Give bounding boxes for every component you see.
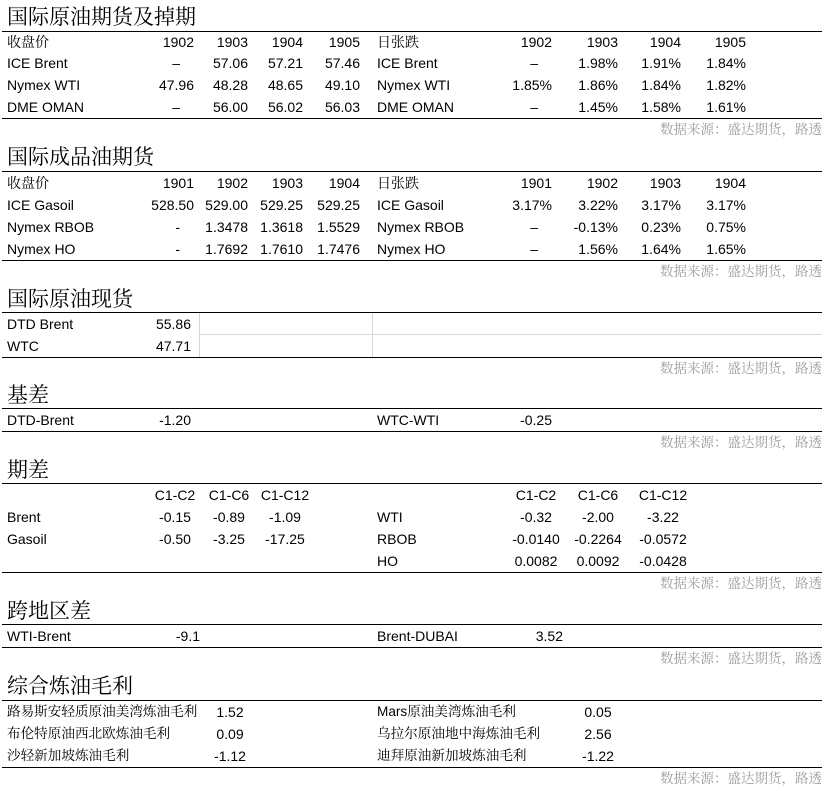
section-title: 国际成品油期货 xyxy=(2,141,822,172)
daily-change-value: 1.45% xyxy=(578,99,618,115)
empty-cell xyxy=(629,723,822,745)
section-refining-margins xyxy=(2,670,822,790)
close-price-value: 48.65 xyxy=(267,77,303,93)
calendar-spreads-table xyxy=(2,484,822,573)
empty-cell xyxy=(312,506,361,528)
contract-name: HO xyxy=(377,553,398,569)
spread-value: -0.2264 xyxy=(574,531,622,547)
close-price-value: 529.25 xyxy=(317,197,360,213)
crude-spot-table xyxy=(2,313,822,358)
change-contract-name: Nymex HO xyxy=(377,241,446,257)
close-price-value: 47.96 xyxy=(158,77,194,93)
month-header: 1901 xyxy=(162,175,194,191)
daily-change-label: 日张跌 xyxy=(377,34,419,50)
daily-change-label: 日张跌 xyxy=(377,175,419,191)
section-title: 跨地区差 xyxy=(2,595,822,625)
empty-cell xyxy=(2,484,150,506)
source-note: 数据来源：盛达期货，路透 xyxy=(660,264,822,279)
spot-name: WTC xyxy=(7,338,39,354)
table-row xyxy=(2,745,822,767)
daily-change-value: 1.85% xyxy=(512,77,552,93)
refining-margins-table xyxy=(2,701,822,768)
contract-name: Nymex RBOB xyxy=(7,219,95,235)
close-price-value: – xyxy=(172,55,180,71)
section-title: 综合炼油毛利 xyxy=(2,670,822,701)
section-product-futures xyxy=(2,141,822,283)
section-title: 国际原油期货及掉期 xyxy=(2,0,822,32)
contract-name: RBOB xyxy=(377,531,417,547)
daily-change-value: 1.65% xyxy=(706,241,746,257)
table-row xyxy=(2,723,822,745)
close-price-value: 48.28 xyxy=(212,77,248,93)
spread-value: -3.22 xyxy=(647,509,679,525)
spread-value: -0.89 xyxy=(213,509,245,525)
report-page xyxy=(2,0,822,790)
basis-name: WTC-WTI xyxy=(377,412,440,428)
daily-change-value: 1.84% xyxy=(706,55,746,71)
close-price-value: 529.00 xyxy=(205,197,248,213)
spread-value: -2.00 xyxy=(582,509,614,525)
section-title: 国际原油现货 xyxy=(2,283,822,313)
month-header: 1902 xyxy=(162,34,194,50)
daily-change-value: 0.23% xyxy=(641,219,681,235)
product-futures-table xyxy=(2,172,822,261)
close-price-value: 56.03 xyxy=(324,99,360,115)
empty-cell xyxy=(747,216,822,238)
daily-change-value: 0.75% xyxy=(706,219,746,235)
source-note: 数据来源：盛达期货，路透 xyxy=(660,576,822,591)
daily-change-value: – xyxy=(530,219,538,235)
empty-cell xyxy=(312,484,361,506)
spread-value: 3.52 xyxy=(535,628,563,644)
close-price-value: 57.06 xyxy=(212,55,248,71)
empty-cell xyxy=(195,409,361,431)
contract-name: Nymex WTI xyxy=(7,77,81,93)
close-price-value: 528.50 xyxy=(151,197,194,213)
daily-change-value: – xyxy=(530,55,538,71)
close-price-label: 收盘价 xyxy=(7,34,49,50)
spot-price-value: 55.86 xyxy=(140,313,200,335)
source-note: 数据来源：盛达期货，路透 xyxy=(660,651,822,666)
month-header: 1905 xyxy=(714,34,746,50)
margin-name: 沙轻新加坡炼油毛利 xyxy=(7,748,130,763)
basis-name: DTD-Brent xyxy=(7,412,74,428)
close-price-value: 56.02 xyxy=(267,99,303,115)
close-price-value: 56.00 xyxy=(212,99,248,115)
section-calendar-spreads xyxy=(2,454,822,595)
empty-cell xyxy=(747,74,822,96)
section-crude-futures xyxy=(2,0,822,141)
contract-name: ICE Gasoil xyxy=(7,197,74,213)
section-title: 期差 xyxy=(2,454,822,484)
section-basis xyxy=(2,380,822,454)
empty-cell xyxy=(2,550,150,572)
basis-table xyxy=(2,409,822,432)
spread-value: -0.32 xyxy=(520,509,552,525)
source-note: 数据来源：盛达期货，路透 xyxy=(660,435,822,450)
crude-futures-table xyxy=(2,32,822,119)
table-row xyxy=(2,550,822,572)
spread-name: WTI-Brent xyxy=(7,628,71,644)
close-price-label: 收盘价 xyxy=(7,175,49,191)
basis-value: -1.20 xyxy=(159,412,191,428)
empty-cell xyxy=(629,701,822,723)
daily-change-value: 1.82% xyxy=(706,77,746,93)
spread-name: Brent-DUBAI xyxy=(377,628,458,644)
close-price-value: 57.21 xyxy=(267,55,303,71)
spot-price-value: 47.71 xyxy=(140,335,200,357)
contract-name: Brent xyxy=(7,509,41,525)
empty-cell xyxy=(566,625,822,647)
empty-cell xyxy=(747,32,822,52)
empty-cell xyxy=(312,528,361,550)
daily-change-value: – xyxy=(530,99,538,115)
table-row xyxy=(2,238,822,260)
margin-value: 2.56 xyxy=(584,726,612,742)
margin-value: -1.12 xyxy=(214,748,246,764)
daily-change-value: 1.58% xyxy=(641,99,681,115)
spread-header: C1-C2 xyxy=(515,487,557,503)
daily-change-value: 3.17% xyxy=(641,197,681,213)
spread-value: -0.0428 xyxy=(639,553,687,569)
month-header: 1903 xyxy=(586,34,618,50)
daily-change-value: 1.61% xyxy=(706,99,746,115)
margin-name: 路易斯安轻质原油美湾炼油毛利 xyxy=(7,704,198,719)
change-contract-name: Nymex WTI xyxy=(377,77,451,93)
table-row xyxy=(2,701,822,723)
daily-change-value: 1.64% xyxy=(641,241,681,257)
daily-change-value: 3.17% xyxy=(706,197,746,213)
empty-cell xyxy=(747,238,822,260)
empty-cell xyxy=(203,625,361,647)
close-price-value: – xyxy=(172,99,180,115)
close-price-value: 1.7476 xyxy=(317,241,360,257)
contract-name: WTI xyxy=(377,509,403,525)
margin-name: Mars原油美湾炼油毛利 xyxy=(377,704,516,719)
month-header: 1904 xyxy=(271,34,303,50)
daily-change-value: -0.13% xyxy=(573,219,618,235)
spread-header: C1-C2 xyxy=(154,487,196,503)
empty-cell xyxy=(747,172,822,194)
month-header: 1904 xyxy=(328,175,360,191)
empty-cell xyxy=(697,506,822,528)
margin-value: 0.09 xyxy=(216,726,244,742)
empty-cell xyxy=(629,745,822,767)
empty-cell xyxy=(258,550,312,572)
empty-cell xyxy=(747,52,822,74)
table-row xyxy=(2,528,822,550)
month-header: 1903 xyxy=(216,34,248,50)
daily-change-value: 1.98% xyxy=(578,55,618,71)
spread-header: C1-C6 xyxy=(208,487,250,503)
empty-cell xyxy=(747,96,822,118)
daily-change-value: 3.17% xyxy=(512,197,552,213)
table-header-row xyxy=(2,484,822,506)
empty-cell xyxy=(553,409,822,431)
close-price-value: 1.5529 xyxy=(317,219,360,235)
contract-name: ICE Brent xyxy=(7,55,68,71)
contract-name: DME OMAN xyxy=(7,99,84,115)
empty-cell xyxy=(747,194,822,216)
spread-value: -0.15 xyxy=(159,509,191,525)
month-header: 1904 xyxy=(649,34,681,50)
empty-cell xyxy=(200,335,373,357)
spread-value: -0.0572 xyxy=(639,531,687,547)
table-header-row xyxy=(2,172,822,194)
empty-cell xyxy=(260,745,361,767)
margin-name: 迪拜原油新加坡炼油毛利 xyxy=(377,748,527,763)
spread-value: -9.1 xyxy=(175,628,200,644)
month-header: 1903 xyxy=(271,175,303,191)
spot-name: DTD Brent xyxy=(7,316,74,332)
month-header: 1903 xyxy=(649,175,681,191)
empty-cell xyxy=(361,484,505,506)
month-header: 1902 xyxy=(586,175,618,191)
source-note: 数据来源：盛达期货，路透 xyxy=(660,122,822,137)
table-row xyxy=(2,216,822,238)
change-contract-name: DME OMAN xyxy=(377,99,454,115)
source-note: 数据来源：盛达期货，路透 xyxy=(660,361,822,376)
daily-change-value: 1.91% xyxy=(641,55,681,71)
spread-header: C1-C12 xyxy=(260,487,310,503)
change-contract-name: ICE Gasoil xyxy=(377,197,444,213)
spread-value: -0.50 xyxy=(159,531,191,547)
change-contract-name: Nymex RBOB xyxy=(377,219,465,235)
empty-cell xyxy=(697,484,822,506)
spread-value: -17.25 xyxy=(265,531,305,547)
basis-value: -0.25 xyxy=(520,412,552,428)
margin-value: 1.52 xyxy=(216,704,244,720)
empty-cell xyxy=(260,723,361,745)
table-row xyxy=(2,313,822,335)
spread-header: C1-C6 xyxy=(577,487,619,503)
section-regional-spreads xyxy=(2,595,822,670)
table-row xyxy=(2,625,822,647)
empty-cell xyxy=(697,550,822,572)
table-row xyxy=(2,409,822,431)
close-price-value: 1.7692 xyxy=(205,241,248,257)
spread-header: C1-C12 xyxy=(638,487,688,503)
daily-change-value: 1.56% xyxy=(578,241,618,257)
daily-change-value: 1.84% xyxy=(641,77,681,93)
table-row xyxy=(2,96,822,118)
contract-name: Gasoil xyxy=(7,531,47,547)
month-header: 1902 xyxy=(216,175,248,191)
empty-cell xyxy=(373,335,822,357)
spread-value: -1.09 xyxy=(269,509,301,525)
empty-cell xyxy=(150,550,200,572)
empty-cell xyxy=(260,701,361,723)
empty-cell xyxy=(312,550,361,572)
close-price-value: 1.7610 xyxy=(260,241,303,257)
table-row xyxy=(2,52,822,74)
change-contract-name: ICE Brent xyxy=(377,55,438,71)
close-price-value: 529.25 xyxy=(260,197,303,213)
month-header: 1904 xyxy=(714,175,746,191)
daily-change-value: – xyxy=(530,241,538,257)
spread-value: 0.0082 xyxy=(514,553,558,569)
month-header: 1905 xyxy=(328,34,360,50)
table-row xyxy=(2,335,822,357)
empty-cell xyxy=(697,528,822,550)
empty-cell xyxy=(200,550,258,572)
close-price-value: - xyxy=(175,241,180,257)
close-price-value: 1.3618 xyxy=(260,219,303,235)
spread-value: 0.0092 xyxy=(576,553,620,569)
margin-name: 布伦特原油西北欧炼油毛利 xyxy=(7,726,171,741)
month-header: 1902 xyxy=(520,34,552,50)
margin-value: -1.22 xyxy=(582,748,614,764)
empty-cell xyxy=(373,313,822,335)
close-price-value: 1.3478 xyxy=(205,219,248,235)
source-note: 数据来源：盛达期货，路透 xyxy=(660,771,822,786)
table-header-row xyxy=(2,32,822,52)
regional-spreads-table xyxy=(2,625,822,648)
margin-value: 0.05 xyxy=(584,704,612,720)
daily-change-value: 3.22% xyxy=(578,197,618,213)
section-title: 基差 xyxy=(2,380,822,409)
empty-cell xyxy=(200,313,373,335)
daily-change-value: 1.86% xyxy=(578,77,618,93)
section-crude-spot xyxy=(2,283,822,380)
spread-value: -3.25 xyxy=(213,531,245,547)
margin-name: 乌拉尔原油地中海炼油毛利 xyxy=(377,726,541,741)
month-header: 1901 xyxy=(520,175,552,191)
table-row xyxy=(2,506,822,528)
close-price-value: 57.46 xyxy=(324,55,360,71)
close-price-value: - xyxy=(175,219,180,235)
table-row xyxy=(2,194,822,216)
contract-name: Nymex HO xyxy=(7,241,76,257)
table-row xyxy=(2,74,822,96)
close-price-value: 49.10 xyxy=(324,77,360,93)
spread-value: -0.0140 xyxy=(512,531,560,547)
